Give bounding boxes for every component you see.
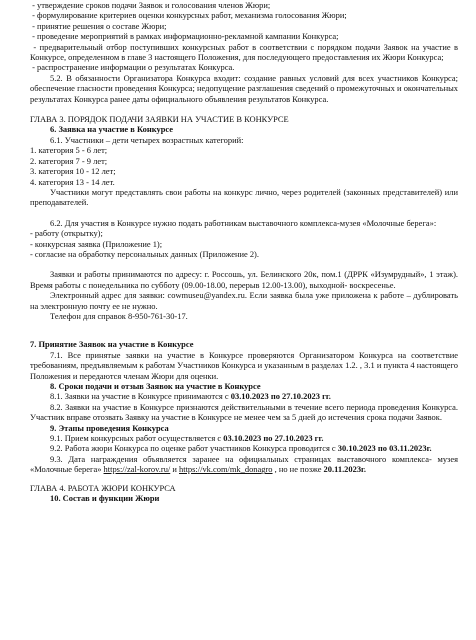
paragraph-9-2 bbox=[30, 443, 458, 453]
paragraph-9-3-deadline-date: 20.11.2023г. bbox=[323, 464, 367, 475]
bullet-deadlines: - утверждение сроков подачи Заявок и голосования членов Жюри; bbox=[30, 0, 271, 10]
paragraph-9-1-text: 9.1. Прием конкурсных работ осуществляется с bbox=[50, 433, 224, 444]
website-link[interactable]: https://zal-korov.ru/ bbox=[103, 464, 171, 475]
category-1: 1. категория 5 - 6 лет; bbox=[30, 145, 108, 156]
chapter-3-heading: ГЛАВА 3. ПОРЯДОК ПОДАЧИ ЗАЯВКИ НА УЧАСТИЕ В КОНКУРСЕ bbox=[30, 114, 289, 125]
paragraph-5-2: 5.2. В обязанности Организатора Конкурса входит: создание равных условий для всех участников Конкурса; обеспечение гласности проведения Конкурса; недопущение разглашения сведений о промежуточных и окончательных результатах Конкурса ранее даты официального объявления результатов Конкурса. bbox=[30, 72, 461, 104]
paragraph-9-3-and: и bbox=[170, 464, 179, 475]
document-page bbox=[30, 0, 461, 504]
bullet-preselection: - предварительный отбор поступивших конкурсных работ в соответствии с порядком подачи Заявок на участие в Конкурсе, определенном в главе 3 настоящего Положения, для последующего предоставления их Жюри Конкурса; bbox=[30, 41, 461, 63]
paragraph-9-1 bbox=[30, 433, 458, 443]
bullet-results: - распространение информации о результатах Конкурса. bbox=[30, 62, 235, 73]
paragraph-6-1: 6.1. Участники – дети четырех возрастных категорий: bbox=[50, 134, 244, 145]
section-9-heading: 9. Этапы проведения Конкурса bbox=[50, 422, 169, 433]
phone-paragraph: Телефон для справок 8-950-761-30-17. bbox=[50, 310, 188, 321]
document-item-application: - конкурсная заявка (Приложение 1); bbox=[30, 238, 163, 249]
bullet-criteria: - формулирование критериев оценки конкурсных работ, механизма голосования Жюри; bbox=[30, 10, 347, 21]
section-6-heading: 6. Заявка на участие в Конкурсе bbox=[50, 124, 173, 135]
paragraph-7-1: 7.1. Все принятые заявки на участие в Конкурсе проверяются Организатором Конкурса на соответствие требованиям, предъявляемым к работам Участников Конкурса и указанным в разделах 1.2. , 3.1 и пункта 4 настоящего Положения и передаются членам Жюри для оценки. bbox=[30, 349, 461, 381]
document-item-consent: - согласие на обработку персональных данных (Приложение 2). bbox=[30, 248, 259, 259]
vk-link[interactable]: https://vk.com/mk_donagro bbox=[179, 464, 273, 475]
section-7-heading: 7. Принятие Заявок на участие в Конкурсе bbox=[30, 339, 194, 350]
document-item-work: - работу (открытку); bbox=[30, 228, 103, 239]
paragraph-9-2-dates: 30.10.2023 по 03.11.2023г. bbox=[337, 443, 432, 454]
paragraph-9-1-dates: 03.10.2023 по 27.10.2023 гг. bbox=[223, 433, 324, 444]
paragraph-9-3 bbox=[30, 453, 461, 475]
address-paragraph: Заявки и работы принимаются по адресу: г. Россошь, ул. Белинского 20к, пом.1 (ДРРК «Изумрудный», 1 этаж). Время работы с понедельника по субботу (09.00-18.00, перерыв 12.00-13.00), выходной- воскресенье. bbox=[30, 269, 461, 290]
paragraph-6-1-participants: Участники могут представлять свои работы на конкурс лично, через родителей (законных представителей) или преподавателей. bbox=[30, 186, 461, 208]
paragraph-9-3-deadline-text: , но не позже bbox=[272, 464, 324, 475]
paragraph-8-1 bbox=[30, 391, 458, 401]
category-2: 2. категория 7 - 9 лет; bbox=[30, 155, 108, 166]
bullet-campaign: - проведение мероприятий в рамках информационно-рекламной кампании Конкурса; bbox=[30, 31, 339, 42]
category-4: 4. категория 13 - 14 лет. bbox=[30, 176, 115, 187]
email-paragraph: Электронный адрес для заявки: cowmuseu@yandex.ru. Если заявка была уже приложена к работе – дублировать на электронную почту ее не нужно. bbox=[30, 290, 461, 311]
paragraph-8-1-dates: 03.10.2023 по 27.10.2023 гг. bbox=[230, 391, 331, 402]
paragraph-8-1-text: 8.1. Заявки на участие в Конкурсе принимаются с bbox=[50, 391, 231, 402]
paragraph-6-2: 6.2. Для участия в Конкурсе нужно подать работникам выставочного комплекса-музея «Молочные берега»: bbox=[50, 217, 437, 228]
chapter-4-heading: ГЛАВА 4. РАБОТА ЖЮРИ КОНКУРСА bbox=[30, 482, 176, 493]
paragraph-9-3-text: 9.3. Дата награждения объявляется заранее на официальных страницах выставочного комплекса- музея «Молочные берега» bbox=[30, 453, 461, 475]
paragraph-9-2-text: 9.2. Работа жюри Конкурса по оценке работ участников Конкурса проводится с bbox=[50, 443, 338, 454]
bullet-jury-composition: - принятие решения о составе Жюри; bbox=[30, 20, 167, 31]
section-10-heading: 10. Состав и функции Жюри bbox=[50, 493, 160, 504]
paragraph-8-2: 8.2. Заявки на участие в Конкурсе признаются действительными в течение всего периода проведения Конкурса. Участник вправе отозвать Заявку на участие в Конкурсе не менее чем за 5 дней до истечения срока подачи Заявок. bbox=[30, 401, 461, 423]
category-3: 3. категория 10 - 12 лет; bbox=[30, 166, 116, 177]
section-8-heading: 8. Сроки подачи и отзыв Заявок на участие в Конкурсе bbox=[50, 381, 261, 391]
